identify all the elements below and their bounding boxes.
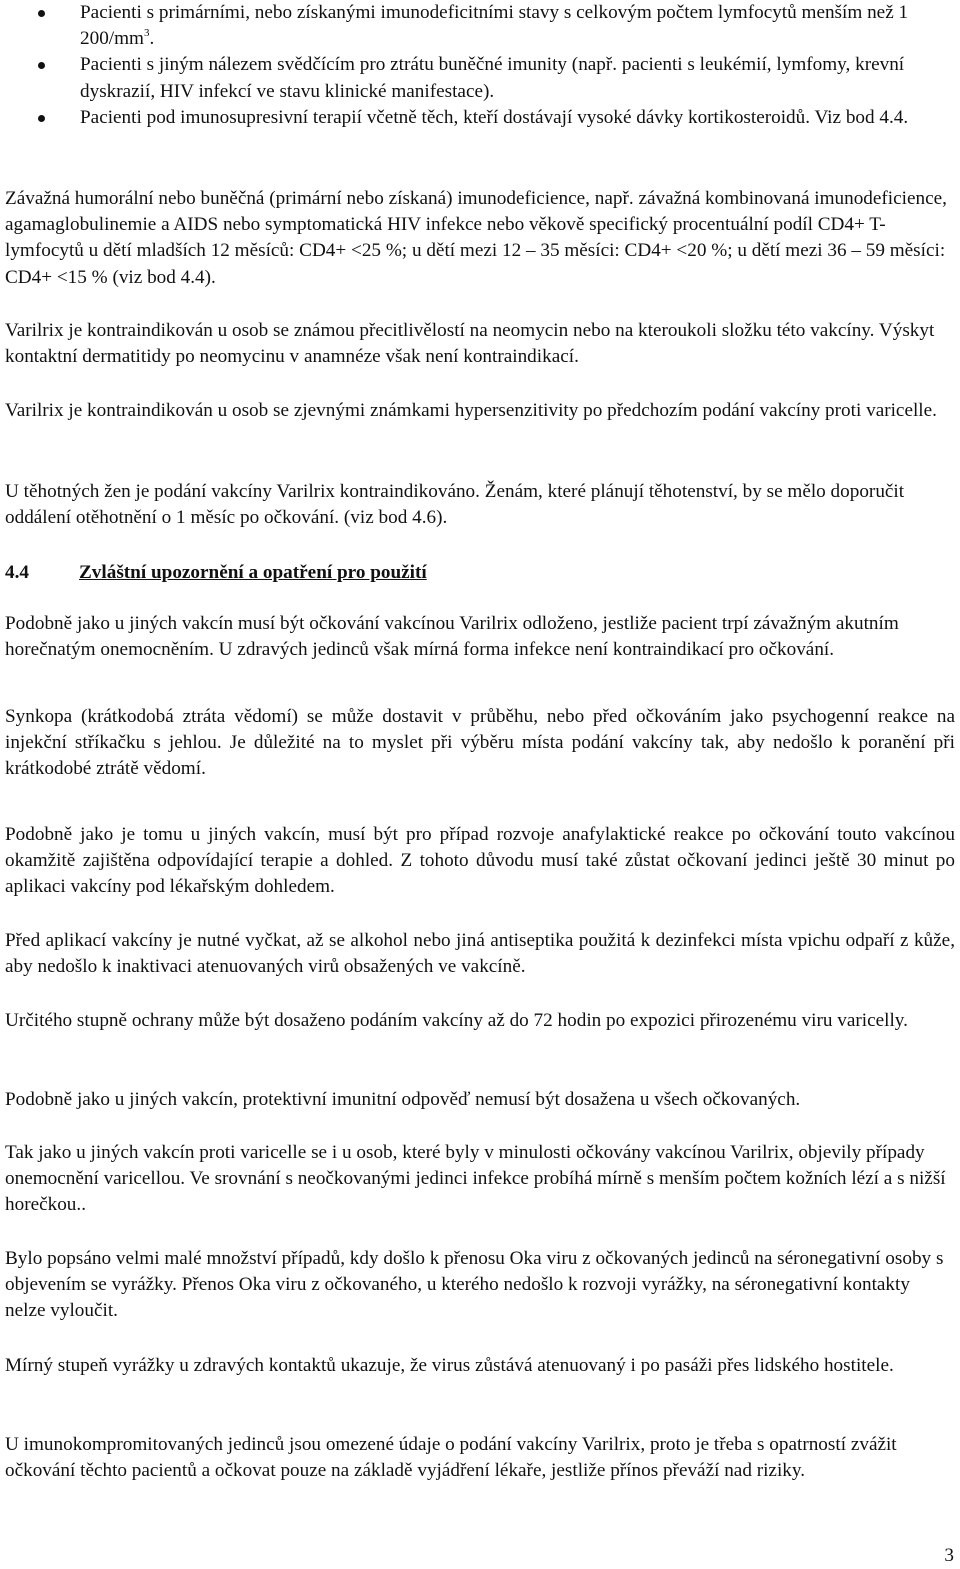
bullet-text-tail: . — [149, 28, 155, 50]
paragraph: Podobně jako u jiných vakcín musí být očkování vakcínou Varilrix odloženo, jestliže pacient trpí závažným akutním horečnatým onemocněním. U zdravých jedinců však mírná forma infekce není kontraindikací pro očkování. — [5, 613, 899, 661]
paragraph: Před aplikací vakcíny je nutné vyčkat, až se alkohol nebo jiná antiseptika použitá k dezinfekci místa vpichu odpaří z kůže, aby nedošlo k inaktivaci atenuovaných virů obsažených ve vakcíně. — [5, 930, 955, 978]
contraindication-bullet-list — [0, 0, 940, 131]
paragraph: Varilrix je kontraindikován u osob se zjevnými známkami hypersenzitivity po předchozím podání vakcíny proti varicelle. — [5, 400, 937, 421]
bullet-dot — [38, 62, 45, 69]
bullet-item — [0, 105, 940, 131]
paragraph: Mírný stupeň vyrážky u zdravých kontaktů ukazuje, že virus zůstává atenuovaný i po pasáži přes lidského hostitele. — [5, 1355, 894, 1376]
paragraph: Závažná humorální nebo buněčná (primární nebo získaná) imunodeficience, např. závažná kombinovaná imunodeficience, agamaglobulinemie a AIDS nebo symptomatická HIV infekce nebo věkově specifický procentuální podíl CD4+ T-lymfocytů u dětí mladších 12 měsíců: CD4+ <25 %; u dětí mezi 12 – 35 měsíci: CD4+ <20 %; u dětí mezi 36 – 59 měsíci: CD4+ <15 % (viz bod 4.4). — [5, 188, 947, 288]
paragraph: Synkopa (krátkodobá ztráta vědomí) se může dostavit v průběhu, nebo před očkováním jako psychogenní reakce na injekční stříkačku s jehlou. Je důležité na to myslet při výběru místa podání vakcíny tak, aby nedošlo k poranění při krátkodobé ztrátě vědomí. — [5, 706, 955, 780]
bullet-item — [0, 52, 940, 104]
bullet-text: Pacienti pod imunosupresivní terapií včetně těch, kteří dostávají vysoké dávky kortikosteroidů. Viz bod 4.4. — [80, 106, 909, 128]
paragraph: Podobně jako u jiných vakcín, protektivní imunitní odpověď nemusí být dosažena u všech očkovaných. — [5, 1089, 801, 1110]
bullet-item — [0, 0, 940, 52]
page-number: 3 — [944, 1545, 954, 1566]
paragraph: Tak jako u jiných vakcín proti varicelle se i u osob, které byly v minulosti očkovány vakcínou Varilrix, objevily případy onemocnění varicellou. Ve srovnání s neočkovanými jedinci infekce probíhá mírně s menším počtem kožních lézí a s nižší horečkou.. — [5, 1142, 946, 1216]
bullet-dot — [38, 115, 45, 122]
section-title: Zvláštní upozornění a opatření pro použití — [79, 562, 427, 583]
superscript: 3 — [143, 27, 150, 40]
paragraph: Varilrix je kontraindikován u osob se známou přecitlivělostí na neomycin nebo na kteroukoli složku této vakcíny. Výskyt kontaktní dermatitidy po neomycinu v anamnéze však není kontraindikací. — [5, 320, 935, 368]
paragraph: Určitého stupně ochrany může být dosaženo podáním vakcíny až do 72 hodin po expozici přirozenému viru varicelly. — [5, 1010, 908, 1031]
paragraph: Podobně jako je tomu u jiných vakcín, musí být pro případ rozvoje anafylaktické reakce po očkování touto vakcínou okamžitě zajištěna odpovídající terapie a dohled. Z tohoto důvodu musí také zůstat očkovaní jedinci ještě 30 minut po aplikaci vakcíny pod lékařským dohledem. — [5, 824, 955, 898]
bullet-dot — [38, 10, 45, 17]
bullet-text: Pacienti s primárními, nebo získanými imunodeficitními stavy s celkovým počtem lymfocytů menším než 1 200/mm — [80, 2, 909, 50]
paragraph: U těhotných žen je podání vakcíny Varilrix kontraindikováno. Ženám, které plánují těhotenství, by se mělo doporučit oddálení otěhotnění o 1 měsíc po očkování. (viz bod 4.6). — [5, 481, 905, 529]
section-number: 4.4 — [5, 562, 29, 583]
paragraph: Bylo popsáno velmi malé množství případů, kdy došlo k přenosu Oka viru z očkovaných jedinců na séronegativní osoby s objevením se vyrážky. Přenos Oka viru z očkovaného, u kterého nedošlo k rozvoji vyrážky, na séronegativní kontakty nelze vyloučit. — [5, 1248, 944, 1322]
paragraph: U imunokompromitovaných jedinců jsou omezené údaje o podání vakcíny Varilrix, proto je třeba s opatrností zvážit očkování těchto pacientů a očkovat pouze na základě vyjádření lékaře, jestliže přínos převáží nad riziky. — [5, 1434, 897, 1482]
bullet-text: Pacienti s jiným nálezem svědčícím pro ztrátu buněčné imunity (např. pacienti s leukémií, lymfomy, krevní dyskrazií, HIV infekcí ve stavu klinické manifestace). — [80, 54, 905, 102]
section-heading — [5, 560, 427, 586]
